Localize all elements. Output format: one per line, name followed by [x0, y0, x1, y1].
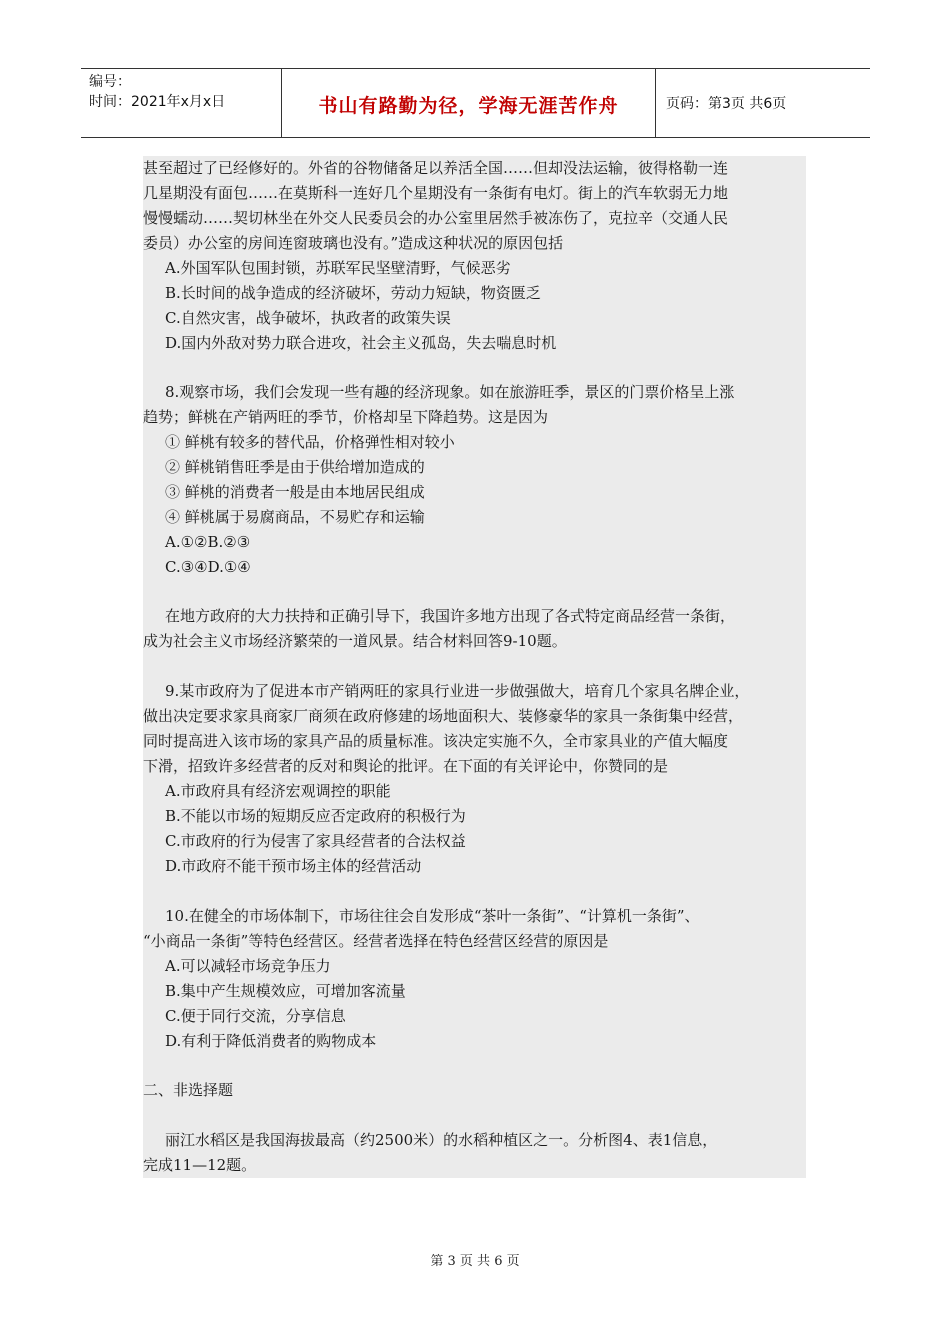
option-d: D.国内外敌对势力联合进攻，社会主义孤岛，失去喘息时机 [165, 334, 557, 352]
text-line: 几星期没有面包……在莫斯科一连好几个星期没有一条街有电灯。街上的汽车软弱无力地 [143, 184, 729, 202]
option-c: C.便于同行交流，分享信息 [165, 1007, 346, 1025]
option-c: C.市政府的行为侵害了家具经营者的合法权益 [165, 832, 466, 850]
option-d: D.市政府不能干预市场主体的经营活动 [165, 857, 422, 875]
question-9-text: 做出决定要求家具商家厂商须在政府修建的场地面积大、装修豪华的家具一条街集中经营， [143, 707, 744, 725]
question-10-text: “小商品一条街”等特色经营区。经营者选择在特色经营区经营的原因是 [143, 932, 609, 950]
question-8-text: 8.观察市场，我们会发现一些有趣的经济现象。如在旅游旺季，景区的门票价格呈上涨 [165, 383, 735, 401]
text-line: 甚至超过了已经修好的。外省的谷物储备足以养活全国……但却没法运输，彼得格勒一连 [143, 159, 729, 177]
material-text: 在地方政府的大力扶持和正确引导下，我国许多地方出现了各式特定商品经营一条街， [165, 607, 736, 625]
question-8-item: ① 鲜桃有较多的替代品，价格弹性相对较小 [165, 433, 455, 451]
question-8-item: ④ 鲜桃属于易腐商品，不易贮存和运输 [165, 508, 425, 526]
document-body [143, 156, 806, 1178]
header-motto-cell [282, 69, 656, 137]
question-10-text: 10.在健全的市场体制下，市场往往会自发形成“茶叶一条街”、“计算机一条街”、 [165, 907, 700, 925]
question-9-text: 同时提高进入该市场的家具产品的质量标准。该决定实施不久，全市家具业的产值大幅度 [143, 732, 729, 750]
question-9-text: 9.某市政府为了促进本市产销两旺的家具行业进一步做强做大，培育几个家具名牌企业， [165, 682, 750, 700]
header-table [81, 68, 870, 138]
question-8-options: C.③④D.①④ [165, 558, 251, 576]
option-d: D.有利于降低消费者的购物成本 [165, 1032, 377, 1050]
question-8-item: ③ 鲜桃的消费者一般是由本地居民组成 [165, 483, 425, 501]
option-a: A.可以减轻市场竞争压力 [165, 957, 331, 975]
motto: 书山有路勤为径，学海无涯苦作舟 [318, 95, 619, 117]
material-text: 成为社会主义市场经济繁荣的一道风景。结合材料回答9-10题。 [143, 632, 567, 650]
question-8-text: 趋势；鲜桃在产销两旺的季节，价格却呈下降趋势。这是因为 [143, 408, 549, 426]
option-b: B.长时间的战争造成的经济破坏，劳动力短缺，物资匮乏 [165, 284, 541, 302]
text-line: 委员）办公室的房间连窗玻璃也没有。”造成这种状况的原因包括 [143, 234, 564, 252]
page-footer: 第 3 页 共 6 页 [430, 1254, 520, 1269]
option-a: A.市政府具有经济宏观调控的职能 [165, 782, 391, 800]
question-11-text: 丽江水稻区是我国海拔最高（约2500米）的水稻种植区之一。分析图4、表1信息， [165, 1131, 718, 1149]
question-8-options: A.①②B.②③ [165, 533, 251, 551]
question-9-text: 下滑，招致许多经营者的反对和舆论的批评。在下面的有关评论中，你赞同的是 [143, 757, 669, 775]
date-label: 时间：2021年x月x日 [89, 94, 226, 110]
option-b: B.集中产生规模效应，可增加客流量 [165, 982, 406, 1000]
option-c: C.自然灾害，战争破坏，执政者的政策失误 [165, 309, 451, 327]
section-title: 二、非选择题 [143, 1081, 234, 1099]
page-label: 页码：第3页 共6页 [666, 96, 787, 112]
number-label: 编号： [89, 74, 131, 90]
question-11-text: 完成11—12题。 [143, 1156, 257, 1174]
question-8-item: ② 鲜桃销售旺季是由于供给增加造成的 [165, 458, 425, 476]
header-page-cell [656, 69, 870, 137]
option-b: B.不能以市场的短期反应否定政府的积极行为 [165, 807, 466, 825]
header-info-cell [81, 69, 282, 137]
option-a: A.外国军队包围封锁，苏联军民坚壁清野，气候恶劣 [165, 259, 511, 277]
text-line: 慢慢蠕动……契切林坐在外交人民委员会的办公室里居然手被冻伤了，克拉辛（交通人民 [143, 209, 729, 227]
